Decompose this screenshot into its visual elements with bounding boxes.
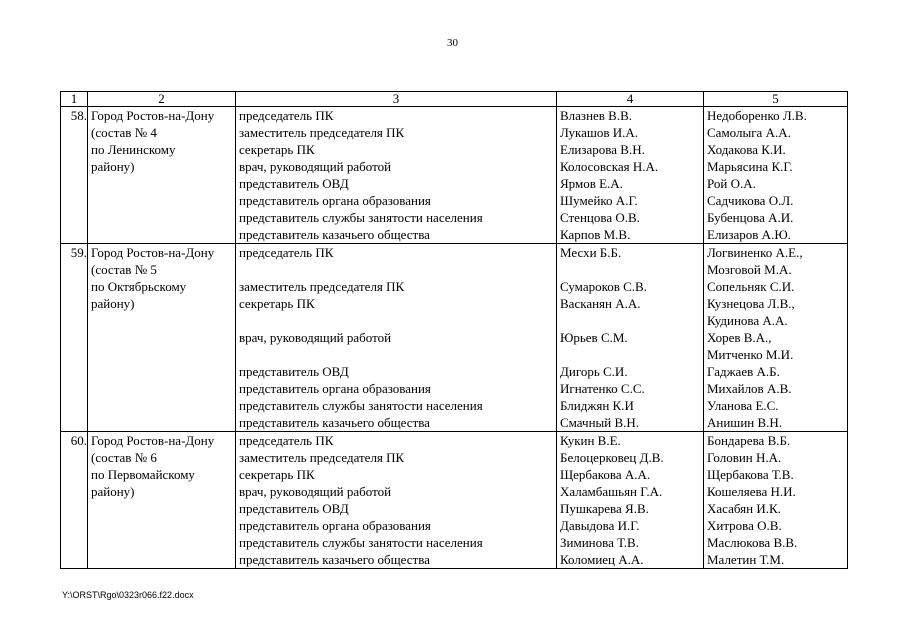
role-line: заместитель председателя ПК <box>239 450 405 465</box>
role-line: представитель ОВД <box>239 176 349 191</box>
role-line: врач, руководящий работой <box>239 159 392 174</box>
member-name: Карпов М.В. <box>560 227 631 242</box>
column-header: 5 <box>704 92 848 107</box>
member-name: Щербакова А.А. <box>560 467 651 482</box>
role-line: председатель ПК <box>239 245 334 260</box>
place-cell <box>88 432 236 569</box>
member-name: Халамбашьян Г.А. <box>560 484 663 499</box>
members-cell <box>557 107 704 244</box>
table-row <box>61 107 848 244</box>
role-line: представитель службы занятости населения <box>239 535 483 550</box>
reserve-name: Кудинова А.А. <box>707 313 788 328</box>
role-line: секретарь ПК <box>239 142 315 157</box>
place-line: по Октябрьскому <box>91 279 187 294</box>
column-header: 1 <box>61 92 88 107</box>
reserve-name: Щербакова Т.В. <box>707 467 794 482</box>
column-header: 3 <box>236 92 557 107</box>
member-name: Колосовская Н.А. <box>560 159 659 174</box>
roles-cell <box>236 244 557 432</box>
reserve-name: Гаджаев А.Б. <box>707 364 780 379</box>
place-line: (состав № 5 <box>91 262 157 277</box>
place-cell <box>88 244 236 432</box>
place-line: Город Ростов-на-Дону <box>91 245 215 260</box>
table-row <box>61 432 848 569</box>
member-name: Пушкарева Я.В. <box>560 501 649 516</box>
member-name: Васканян А.А. <box>560 296 641 311</box>
role-line: врач, руководящий работой <box>239 484 392 499</box>
reserve-name: Хорев В.А., <box>707 330 772 345</box>
reserve-name: Марьясина К.Г. <box>707 159 793 174</box>
member-name: Белоцерковец Д.В. <box>560 450 664 465</box>
role-line: представитель службы занятости населения <box>239 398 483 413</box>
reserve-name: Бубенцова А.И. <box>707 210 794 225</box>
reserve-name: Кошеляева Н.И. <box>707 484 796 499</box>
row-number: 58. <box>61 107 88 244</box>
reserve-name: Головин Н.А. <box>707 450 782 465</box>
member-name: Дигорь С.И. <box>560 364 628 379</box>
member-name: Коломиец А.А. <box>560 552 644 567</box>
member-name: Стенцова О.В. <box>560 210 640 225</box>
member-name: Блиджян К.И <box>560 398 634 413</box>
role-line: врач, руководящий работой <box>239 330 392 345</box>
place-cell <box>88 107 236 244</box>
reserve-name: Ходакова К.И. <box>707 142 786 157</box>
role-line <box>239 312 556 329</box>
file-path-footer: Y:\ORST\Rgo\0323r066.f22.docx <box>62 590 194 600</box>
role-line: секретарь ПК <box>239 296 315 311</box>
reserve-name: Хитрова О.В. <box>707 518 782 533</box>
role-line: председатель ПК <box>239 108 334 123</box>
members-cell <box>557 244 704 432</box>
place-line: Город Ростов-на-Дону <box>91 433 215 448</box>
role-line: представитель казачьего общества <box>239 552 430 567</box>
reserve-name: Маслюкова В.В. <box>707 535 798 550</box>
place-line: Город Ростов-на-Дону <box>91 108 215 123</box>
role-line: заместитель председателя ПК <box>239 279 405 294</box>
role-line <box>239 346 556 363</box>
member-name: Игнатенко С.С. <box>560 381 645 396</box>
reserve-name: Митченко М.И. <box>707 347 794 362</box>
place-line: (состав № 4 <box>91 125 157 140</box>
reserve-name: Недоборенко Л.В. <box>707 108 807 123</box>
place-line: по Ленинскому <box>91 142 176 157</box>
role-line: представитель казачьего общества <box>239 227 430 242</box>
reserve-name: Бондарева В.Б. <box>707 433 791 448</box>
members-cell <box>557 432 704 569</box>
reserve-name: Самолыга А.А. <box>707 125 791 140</box>
role-line: представитель органа образования <box>239 518 431 533</box>
role-line: представитель ОВД <box>239 364 349 379</box>
member-name: Влазнев В.В. <box>560 108 633 123</box>
column-header: 4 <box>557 92 704 107</box>
header-row <box>61 92 848 107</box>
reserve-name: Садчикова О.Л. <box>707 193 794 208</box>
reserves-cell <box>704 244 848 432</box>
reserve-name: Уланова Е.С. <box>707 398 779 413</box>
reserve-name: Михайлов А.В. <box>707 381 792 396</box>
role-line: заместитель председателя ПК <box>239 125 405 140</box>
page-number: 30 <box>447 37 458 49</box>
place-line: району) <box>91 159 135 174</box>
reserve-name: Рой О.А. <box>707 176 756 191</box>
reserves-cell <box>704 107 848 244</box>
place-line: району) <box>91 484 135 499</box>
commission-table <box>60 91 848 569</box>
member-name: Давыдова И.Г. <box>560 518 640 533</box>
reserves-cell <box>704 432 848 569</box>
member-name: Сумароков С.В. <box>560 279 647 294</box>
member-name: Смачный В.Н. <box>560 415 640 430</box>
role-line: представитель службы занятости населения <box>239 210 483 225</box>
role-line: секретарь ПК <box>239 467 315 482</box>
role-line: представитель ОВД <box>239 501 349 516</box>
member-name: Месхи Б.Б. <box>560 245 622 260</box>
member-name: Ярмов Е.А. <box>560 176 623 191</box>
member-name: Елизарова В.Н. <box>560 142 645 157</box>
reserve-name: Мозговой М.А. <box>707 262 792 277</box>
role-line: представитель казачьего общества <box>239 415 430 430</box>
reserve-name: Хасабян И.К. <box>707 501 781 516</box>
member-name: Юрьев С.М. <box>560 330 628 345</box>
reserve-name: Анишин В.Н. <box>707 415 783 430</box>
reserve-name: Малетин Т.М. <box>707 552 785 567</box>
role-line: представитель органа образования <box>239 381 431 396</box>
place-line: (состав № 6 <box>91 450 157 465</box>
roles-cell <box>236 107 557 244</box>
reserve-name: Логвиненко А.Е., <box>707 245 803 260</box>
place-line: по Первомайскому <box>91 467 195 482</box>
reserve-name: Кузнецова Л.В., <box>707 296 795 311</box>
row-number: 59. <box>61 244 88 432</box>
member-name <box>560 261 703 278</box>
reserve-name: Сопельняк С.И. <box>707 279 795 294</box>
role-line <box>239 261 556 278</box>
member-name: Шумейко А.Г. <box>560 193 638 208</box>
row-number: 60. <box>61 432 88 569</box>
role-line: представитель органа образования <box>239 193 431 208</box>
table-body <box>61 107 848 569</box>
roles-cell <box>236 432 557 569</box>
member-name: Зиминова Т.В. <box>560 535 639 550</box>
place-line: району) <box>91 296 135 311</box>
member-name <box>560 312 703 329</box>
reserve-name: Елизаров А.Ю. <box>707 227 791 242</box>
role-line: председатель ПК <box>239 433 334 448</box>
table-row <box>61 244 848 432</box>
member-name: Лукашов И.А. <box>560 125 639 140</box>
member-name <box>560 346 703 363</box>
column-header: 2 <box>88 92 236 107</box>
member-name: Кукин В.Е. <box>560 433 621 448</box>
